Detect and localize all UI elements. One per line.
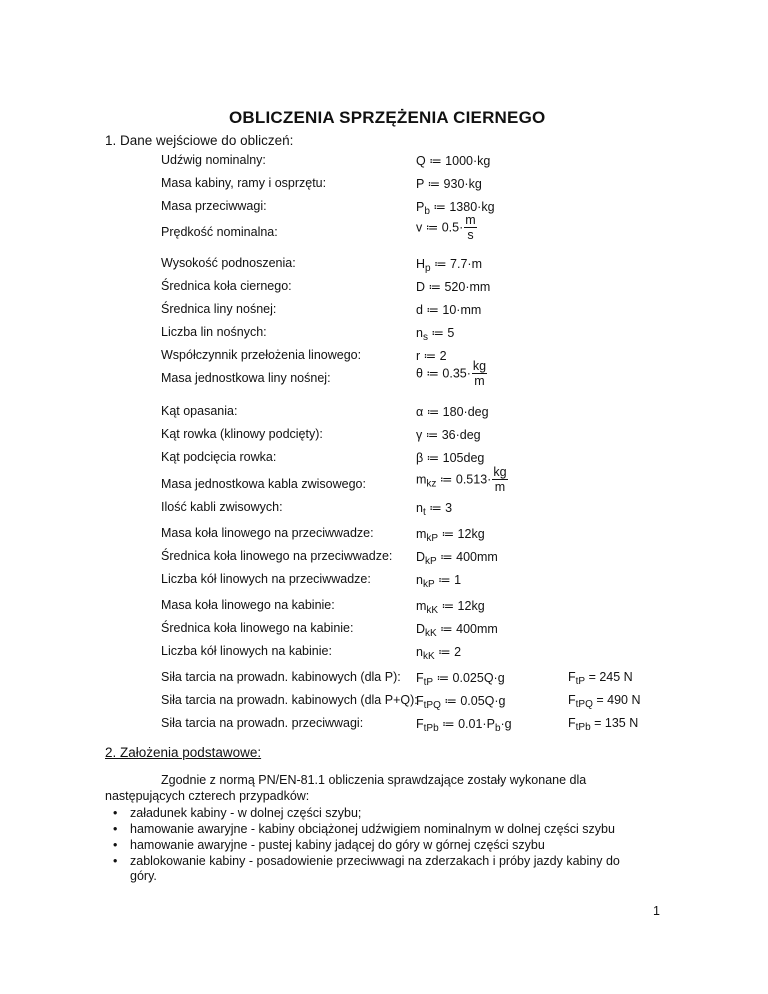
formula-symbol: n — [416, 501, 423, 515]
formula-rest: ≔ 1380·kg — [429, 200, 495, 214]
input-label: Średnica koła linowego na kabinie: — [161, 621, 354, 635]
input-formula — [416, 598, 485, 616]
input-label: Masa kabiny, ramy i osprzętu: — [161, 176, 327, 190]
formula-rest: ≔ 7.7·m — [430, 257, 482, 271]
result-symbol: F — [568, 693, 576, 707]
result-subscript: tPQ — [575, 699, 593, 710]
input-label: Liczba kół linowych na kabinie: — [161, 644, 332, 658]
input-label: Liczba kół linowych na przeciwwadze: — [161, 572, 371, 586]
computed-result — [568, 693, 640, 710]
formula-subscript: b — [424, 206, 430, 217]
formula-symbol: m — [416, 599, 427, 613]
formula-text: r ≔ 2 — [416, 349, 447, 363]
formula-subscript: s — [422, 332, 428, 343]
input-label: Siła tarcia na prowadn. przeciwwagi: — [161, 716, 364, 730]
formula-subscript: tP — [423, 677, 434, 688]
assumptions-paragraph-continued: następujących czterech przypadków: — [105, 789, 310, 803]
input-label: Ilość kabli zwisowych: — [161, 500, 283, 514]
unit-numerator: kg — [472, 359, 487, 373]
unit-fraction — [472, 360, 487, 388]
case-item-4: • zablokowanie kabiny - posadowienie przeciwwagi na zderzakach i próby jazdy kabiny do — [105, 853, 620, 869]
input-formula — [416, 549, 498, 567]
computed-result — [568, 670, 633, 687]
input-label: Średnica liny nośnej: — [161, 302, 277, 316]
input-formula — [416, 670, 505, 688]
formula-rest: ≔ 0.01·P — [438, 717, 495, 731]
input-formula — [416, 404, 489, 419]
formula-text: γ ≔ 36·deg — [416, 428, 481, 442]
input-label: Siła tarcia na prowadn. kabinowych (dla P+Q): — [161, 693, 418, 707]
input-formula — [416, 427, 481, 442]
input-formula — [416, 466, 508, 494]
formula-rest: ≔ 0.05Q·g — [440, 694, 506, 708]
formula-symbol: F — [416, 694, 424, 708]
formula-rest: ≔ 12kg — [438, 527, 485, 541]
result-value: = 245 N — [585, 670, 633, 684]
case-item-1: • załadunek kabiny - w dolnej części szybu; — [105, 805, 620, 821]
unit-denominator: m — [494, 480, 506, 494]
input-formula — [416, 302, 481, 317]
section-1-heading: 1. Dane wejściowe do obliczeń: — [105, 133, 294, 148]
result-value: = 490 N — [592, 693, 641, 707]
input-label: Kąt opasania: — [161, 404, 238, 418]
input-label: Liczba lin nośnych: — [161, 325, 267, 339]
unit-fraction — [492, 466, 507, 494]
unit-numerator: kg — [493, 465, 507, 479]
formula-symbol: n — [416, 326, 423, 340]
formula-text: α ≔ 180·deg — [416, 405, 489, 419]
formula-text: Q ≔ 1000·kg — [416, 154, 491, 168]
result-subscript: tP — [575, 676, 586, 687]
formula-symbol: m — [416, 472, 427, 487]
input-formula — [416, 500, 452, 518]
input-formula — [416, 644, 461, 662]
input-label: Średnica koła linowego na przeciwwadze: — [161, 549, 393, 563]
input-formula — [416, 526, 485, 544]
formula-text: d ≔ 10·mm — [416, 303, 482, 317]
input-label: Masa koła linowego na przeciwwadze: — [161, 526, 374, 540]
formula-subscript: tPb — [423, 723, 439, 734]
input-formula — [416, 214, 477, 242]
formula-text: θ ≔ 0.35· — [416, 366, 471, 381]
formula-subscript: p — [425, 263, 431, 274]
case-item-4-continued: góry. — [130, 869, 157, 883]
formula-text: v ≔ 0.5· — [416, 220, 464, 235]
input-formula — [416, 450, 484, 465]
formula-symbol: D — [416, 622, 426, 636]
formula-subscript: tPQ — [423, 700, 441, 711]
input-formula — [416, 621, 498, 639]
cases-list — [105, 805, 620, 869]
unit-denominator: m — [474, 374, 485, 388]
page-number: 1 — [653, 904, 660, 918]
formula-symbol: D — [416, 550, 426, 564]
formula-symbol: F — [416, 717, 424, 731]
input-label: Siła tarcia na prowadn. kabinowych (dla P): — [161, 670, 401, 684]
page-title: OBLICZENIA SPRZĘŻENIA CIERNEGO — [229, 108, 546, 127]
formula-text: P ≔ 930·kg — [416, 177, 482, 191]
formula-rest: ≔ 0.513· — [436, 472, 492, 487]
result-value: = 135 N — [590, 716, 639, 730]
input-label: Wysokość podnoszenia: — [161, 256, 296, 270]
input-label: Kąt rowka (klinowy podcięty): — [161, 427, 323, 441]
input-label: Współczynnik przełożenia linowego: — [161, 348, 362, 362]
result-subscript: tPb — [575, 722, 591, 733]
input-label: Masa jednostkowa liny nośnej: — [161, 371, 331, 385]
formula-symbol: F — [416, 671, 424, 685]
formula-subscript: kP — [425, 556, 437, 567]
formula-symbol: n — [416, 645, 423, 659]
input-label: Masa przeciwwagi: — [161, 199, 267, 213]
section-2-heading: 2. Założenia podstawowe: — [105, 745, 262, 760]
input-formula — [416, 325, 454, 343]
formula-subscript: t — [422, 507, 426, 518]
formula-text: D ≔ 520·mm — [416, 280, 491, 294]
formula-rest: ≔ 0.025Q·g — [433, 671, 505, 685]
formula-text: β ≔ 105deg — [416, 451, 485, 465]
case-item-3: • hamowanie awaryjne - pustej kabiny jadącej do góry w górnej części szybu — [105, 837, 620, 853]
formula-subscript: b — [494, 723, 501, 734]
input-formula — [416, 693, 506, 711]
case-item-2: • hamowanie awaryjne - kabiny obciążonej udźwigiem nominalnym w dolnej części szybu — [105, 821, 620, 837]
unit-numerator: m — [465, 213, 476, 227]
unit-fraction — [464, 214, 476, 242]
assumptions-paragraph: Zgodnie z normą PN/EN-81.1 obliczenia sprawdzające zostały wykonane dla — [161, 773, 587, 787]
input-formula — [416, 256, 482, 274]
formula-rest: ≔ 3 — [425, 501, 453, 515]
input-label: Średnica koła ciernego: — [161, 279, 292, 293]
result-symbol: F — [568, 670, 576, 684]
formula-subscript: kP — [426, 533, 439, 544]
input-label: Masa jednostkowa kabla zwisowego: — [161, 477, 366, 491]
input-formula — [416, 153, 490, 168]
formula-subscript: kP — [422, 579, 435, 590]
input-formula — [416, 572, 461, 590]
formula-rest: ≔ 400mm — [436, 622, 498, 636]
input-formula — [416, 360, 487, 388]
formula-symbol: P — [416, 200, 425, 214]
input-label: Masa koła linowego na kabinie: — [161, 598, 335, 612]
formula-rest: ≔ 1 — [434, 573, 462, 587]
unit-denominator: s — [467, 228, 474, 242]
formula-rest: ≔ 400mm — [436, 550, 498, 564]
formula-subscript: kK — [422, 651, 435, 662]
formula-rest: ≔ 12kg — [438, 599, 485, 613]
formula-subscript: kz — [426, 478, 437, 490]
input-label: Prędkość nominalna: — [161, 225, 278, 239]
formula-rest: ≔ 2 — [434, 645, 462, 659]
formula-tail: ·g — [500, 717, 512, 731]
input-label: Kąt podcięcia rowka: — [161, 450, 277, 464]
formula-subscript: kK — [426, 605, 439, 616]
formula-rest: ≔ 5 — [427, 326, 455, 340]
input-label: Udźwig nominalny: — [161, 153, 266, 167]
input-formula — [416, 716, 512, 734]
formula-subscript: kK — [425, 628, 437, 639]
input-formula — [416, 176, 482, 191]
input-formula — [416, 279, 490, 294]
formula-symbol: m — [416, 527, 427, 541]
formula-symbol: H — [416, 257, 426, 271]
result-symbol: F — [568, 716, 576, 730]
computed-result — [568, 716, 638, 733]
formula-symbol: n — [416, 573, 423, 587]
